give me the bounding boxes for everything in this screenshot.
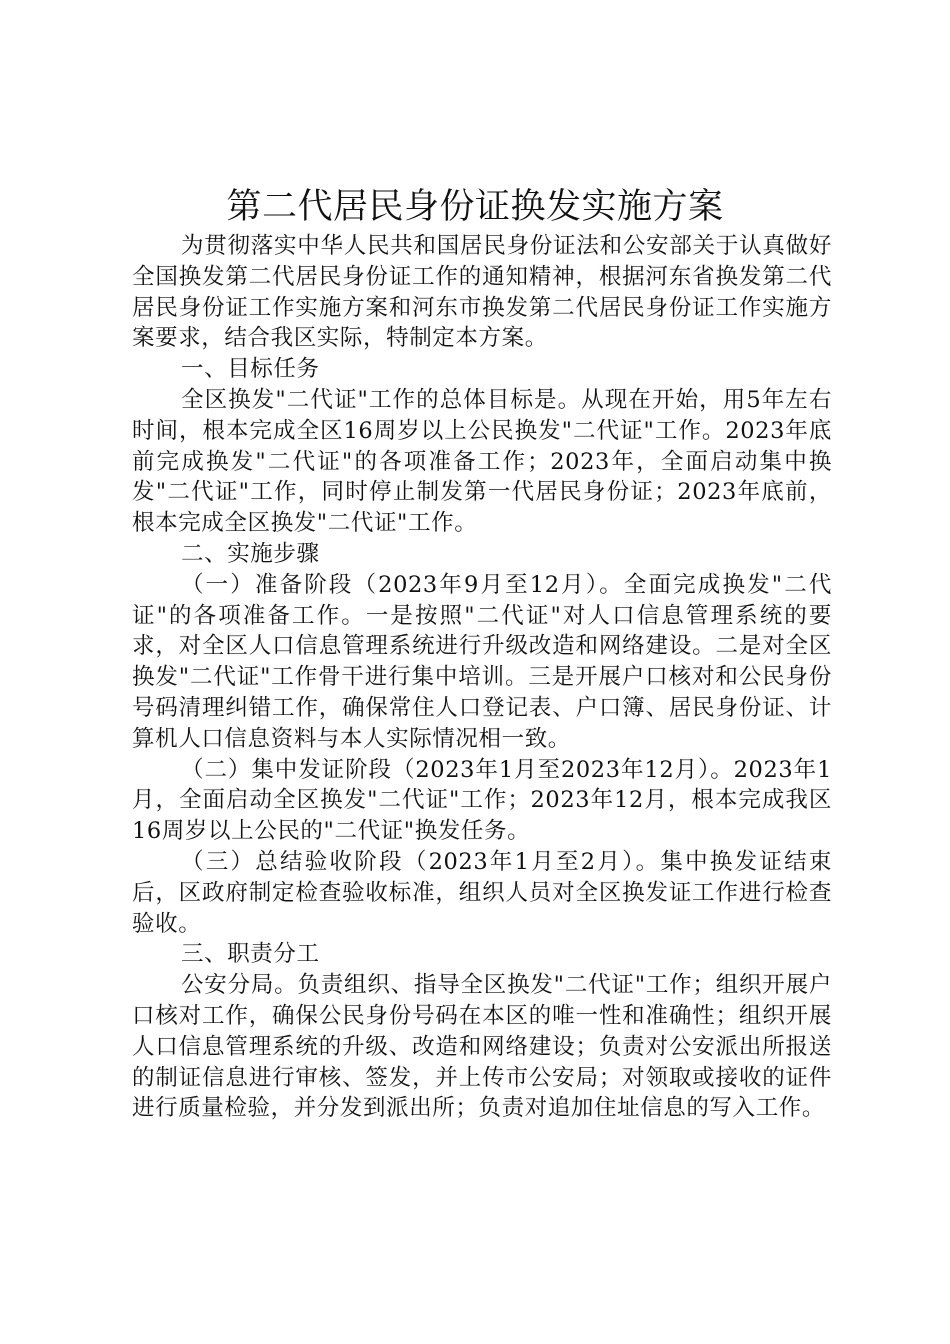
responsibilities-paragraph: 公安分局。负责组织、指导全区换发"二代证"工作；组织开展户口核对工作，确保公民身份号码在本区的唯一性和准确性；组织开展人口信息管理系统的升级、改造和网络建设；负责对公安派出所报送的制证信息进行审核、签发，并上传市公安局；对领取或接收的证件进行质量检验，并分发到派出所；负责对追加住址信息的写入工作。 (132, 972, 832, 1122)
stage-preparation-paragraph: （一）准备阶段（2023年9月至12月）。全面完成换发"二代证"的各项准备工作。一是按照"二代证"对人口信息管理系统的要求，对全区人口信息管理系统进行升级改造和网络建设。二是对全区换发"二代证"工作骨干进行集中培训。三是开展户口核对和公民身份号码清理纠错工作，确保常住人口登记表、户口簿、居民身份证、计算机人口信息资料与本人实际情况相一致。 (132, 571, 832, 752)
section-heading-steps: 二、实施步骤 (181, 540, 320, 567)
stage-issuance-paragraph: （二）集中发证阶段（2023年1月至2023年12月）。2023年1月，全面启动全区换发"二代证"工作；2023年12月，根本完成我区16周岁以上公民的"二代证"换发任务。 (132, 756, 832, 845)
document-title: 第二代居民身份证换发实施方案 (226, 187, 724, 227)
section-heading-goals: 一、目标任务 (181, 356, 320, 383)
stage-acceptance-paragraph: （三）总结验收阶段（2023年1月至2月）。集中换发证结束后，区政府制定检查验收标准，组织人员对全区换发证工作进行检查验收。 (132, 848, 832, 937)
intro-paragraph: 为贯彻落实中华人民共和国居民身份证法和公安部关于认真做好全国换发第二代居民身份证工作的通知精神，根据河东省换发第二代居民身份证工作实施方案和河东市换发第二代居民身份证工作实施方案要求，结合我区实际，特制定本方案。 (132, 233, 832, 352)
section-heading-responsibilities: 三、职责分工 (181, 941, 320, 968)
goals-paragraph: 全区换发"二代证"工作的总体目标是。从现在开始，用5年左右时间，根本完成全区16周岁以上公民换发"二代证"工作。2023年底前完成换发"二代证"的各项准备工作；2023年，全面启动集中换发"二代证"工作，同时停止制发第一代居民身份证；2023年底前，根本完成全区换发"二代证"工作。 (132, 386, 832, 537)
document-body (132, 231, 832, 1124)
